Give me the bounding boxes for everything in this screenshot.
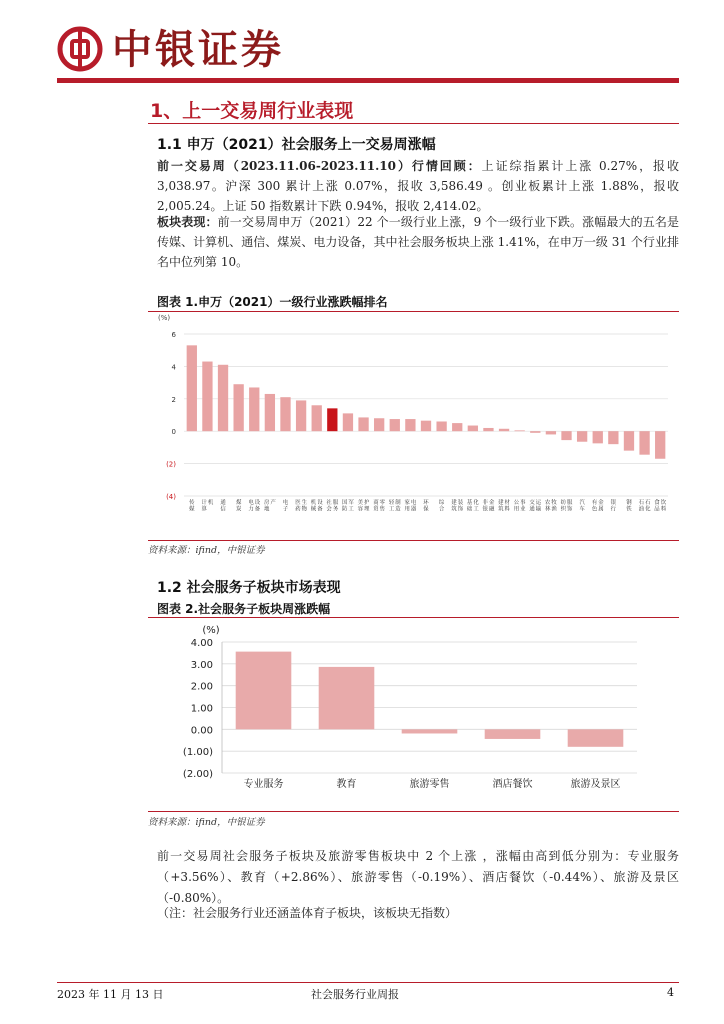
subsection-title-1: 1.1 申万（2021）社会服务上一交易周涨幅 (157, 137, 436, 153)
bar (249, 387, 259, 431)
x-tick-label: 基础化工 (466, 500, 479, 513)
x-tick-label: 交通运输 (529, 500, 542, 513)
paragraph-note: （注：社会服务行业还涵盖体育子板块，该板块无指数） (157, 906, 458, 920)
y-tick-label: 4 (171, 363, 176, 372)
figure-1-bottom-rule (148, 540, 679, 541)
header-divider (57, 78, 679, 83)
paragraph-sector-performance (157, 212, 679, 272)
paragraph-sub-sector: 前一交易周社会服务子板块及旅游零售板块中 2 个上涨 ，涨幅由高到低分别为：专业服务（+3.56%）、教育（+2.86%）、旅游零售（-0.19%）、酒店餐饮（-0.44%）、旅游及景区（-0.80%）。 (157, 849, 679, 905)
bar (655, 431, 665, 459)
bar (577, 431, 587, 442)
bar (405, 419, 415, 431)
footer-date: 2023 年 11 月 13 日 (57, 988, 164, 1001)
x-tick-label: 专业服务 (243, 779, 284, 790)
bar (202, 362, 212, 432)
x-tick-label: 食品饮料 (654, 500, 667, 513)
y-tick-label: 0 (171, 428, 176, 437)
y-tick-label: (2.00) (182, 769, 213, 780)
x-tick-label: 房地产 (263, 500, 276, 513)
y-tick-label: 0.00 (190, 725, 213, 737)
bar (280, 397, 290, 431)
x-tick-label: 农林牧渔 (545, 500, 557, 513)
x-tick-label: 综合 (438, 500, 445, 513)
bar (319, 667, 375, 729)
bar (624, 431, 634, 450)
y-tick-label: 2 (171, 395, 176, 404)
bar (546, 431, 556, 434)
x-tick-label: 非银金融 (482, 500, 495, 513)
bar (561, 431, 571, 440)
bar (265, 394, 275, 431)
x-tick-label: 建筑材料 (498, 500, 510, 513)
bar (402, 729, 458, 733)
x-tick-label: 轻工制造 (388, 500, 401, 513)
section-divider (148, 123, 679, 124)
bar (485, 729, 541, 739)
x-tick-label: 通信 (220, 500, 226, 513)
x-tick-label: 国防军工 (342, 500, 354, 513)
bar (218, 365, 228, 431)
paragraph-body: 上证综指累计上涨 0.27%，报收 3,038.97。沪深 300 累计上涨 0.07%，报收 3,586.49 。创业板累计上涨 1.88%，报收 2,005.24。上证 50 指数累计下跌 0.94%，报收 2,414.02。 (157, 159, 680, 213)
y-axis-unit-label: (%) (158, 314, 171, 322)
x-tick-label: 有色金属 (591, 500, 604, 513)
bar (327, 408, 337, 431)
x-tick-label: 计算机 (201, 500, 214, 513)
figure-2-source: 资料来源：ifind，中银证券 (148, 817, 265, 828)
x-tick-label: 教育 (336, 779, 357, 790)
bar (374, 418, 384, 431)
x-tick-label: 煤炭 (235, 500, 242, 513)
bar (639, 431, 649, 454)
subsection-title-2: 1.2 社会服务子板块市场表现 (157, 580, 341, 596)
y-tick-label: 3.00 (190, 659, 213, 671)
bar (187, 345, 197, 431)
paragraph-market-review (157, 156, 679, 216)
y-tick-label: (1.00) (182, 747, 213, 759)
x-tick-label: 酒店餐饮 (492, 779, 533, 790)
x-tick-label: 医药生物 (295, 500, 307, 513)
x-tick-label: 汽车 (579, 500, 585, 513)
y-tick-label: 2.00 (190, 681, 213, 693)
page-number: 4 (667, 986, 674, 999)
y-tick-label: (4) (166, 493, 176, 501)
x-tick-label: 纺织服饰 (560, 500, 573, 513)
section-title: 1、上一交易周行业表现 (150, 100, 354, 122)
x-tick-label: 电力设备 (248, 500, 261, 513)
bar (343, 413, 353, 431)
y-tick-label: 4.00 (190, 638, 213, 649)
bar (608, 431, 618, 444)
bar (233, 384, 243, 431)
bank-of-china-logo-icon (57, 26, 103, 72)
bar (296, 400, 306, 431)
paragraph-lead: 前一交易周（2023.11.06-2023.11.10）行情回顾： (157, 159, 482, 173)
x-tick-label: 机械设备 (310, 500, 323, 513)
bar (499, 429, 509, 431)
figure-2-bottom-rule (148, 811, 679, 812)
bar (436, 421, 446, 431)
x-tick-label: 电子 (282, 500, 289, 513)
bar (312, 405, 322, 431)
x-tick-label: 建筑装饰 (451, 500, 464, 513)
figure-1-title: 图表 1.申万（2021）一级行业涨跌幅排名 (157, 295, 388, 309)
x-tick-label: 公用事业 (513, 500, 526, 513)
footer-title: 社会服务行业周报 (311, 988, 399, 1001)
bar (568, 729, 624, 746)
x-tick-label: 美容护理 (357, 500, 370, 513)
y-tick-label: 6 (171, 331, 176, 339)
brand-name: 中银证券 (112, 27, 284, 73)
y-tick-label: 1.00 (190, 703, 213, 715)
x-tick-label: 石油石化 (638, 500, 651, 513)
bar (468, 426, 478, 432)
footer-divider (57, 982, 679, 983)
x-tick-label: 银行 (610, 500, 617, 513)
x-tick-label: 旅游及景区 (570, 779, 621, 790)
x-tick-label: 旅游零售 (409, 779, 450, 790)
bar (452, 423, 462, 431)
x-tick-label: 社会服务 (326, 500, 339, 513)
bar (390, 419, 400, 431)
figure-1-source: 资料来源：ifind，中银证券 (148, 545, 265, 556)
paragraph-body: 前一交易周申万（2021）22 个一级行业上涨，9 个一级行业下跌。涨幅最大的五名是传媒、计算机、通信、煤炭、电力设备，其中社会服务板块上涨 1.41%，在申万一级 31 个行业排名中位列第 10。 (157, 215, 679, 269)
bar (530, 431, 540, 433)
x-tick-label: 家用电器 (404, 500, 417, 513)
y-axis-unit-label: (%) (202, 625, 220, 636)
bar (515, 430, 525, 431)
x-tick-label: 钢铁 (626, 500, 632, 513)
industry-ranking-chart (148, 312, 679, 540)
bar (421, 421, 431, 432)
bar (593, 431, 603, 443)
bar (358, 417, 368, 431)
x-tick-label: 传媒 (189, 500, 195, 513)
sub-sector-chart (148, 618, 679, 810)
y-tick-label: (2) (166, 460, 176, 469)
bar (236, 652, 292, 730)
bar (483, 428, 493, 431)
x-tick-label: 环保 (423, 500, 429, 513)
x-tick-label: 商贸零售 (373, 500, 386, 513)
figure-2-title: 图表 2.社会服务子板块周涨跌幅 (157, 602, 331, 616)
paragraph-lead: 板块表现： (157, 215, 218, 229)
